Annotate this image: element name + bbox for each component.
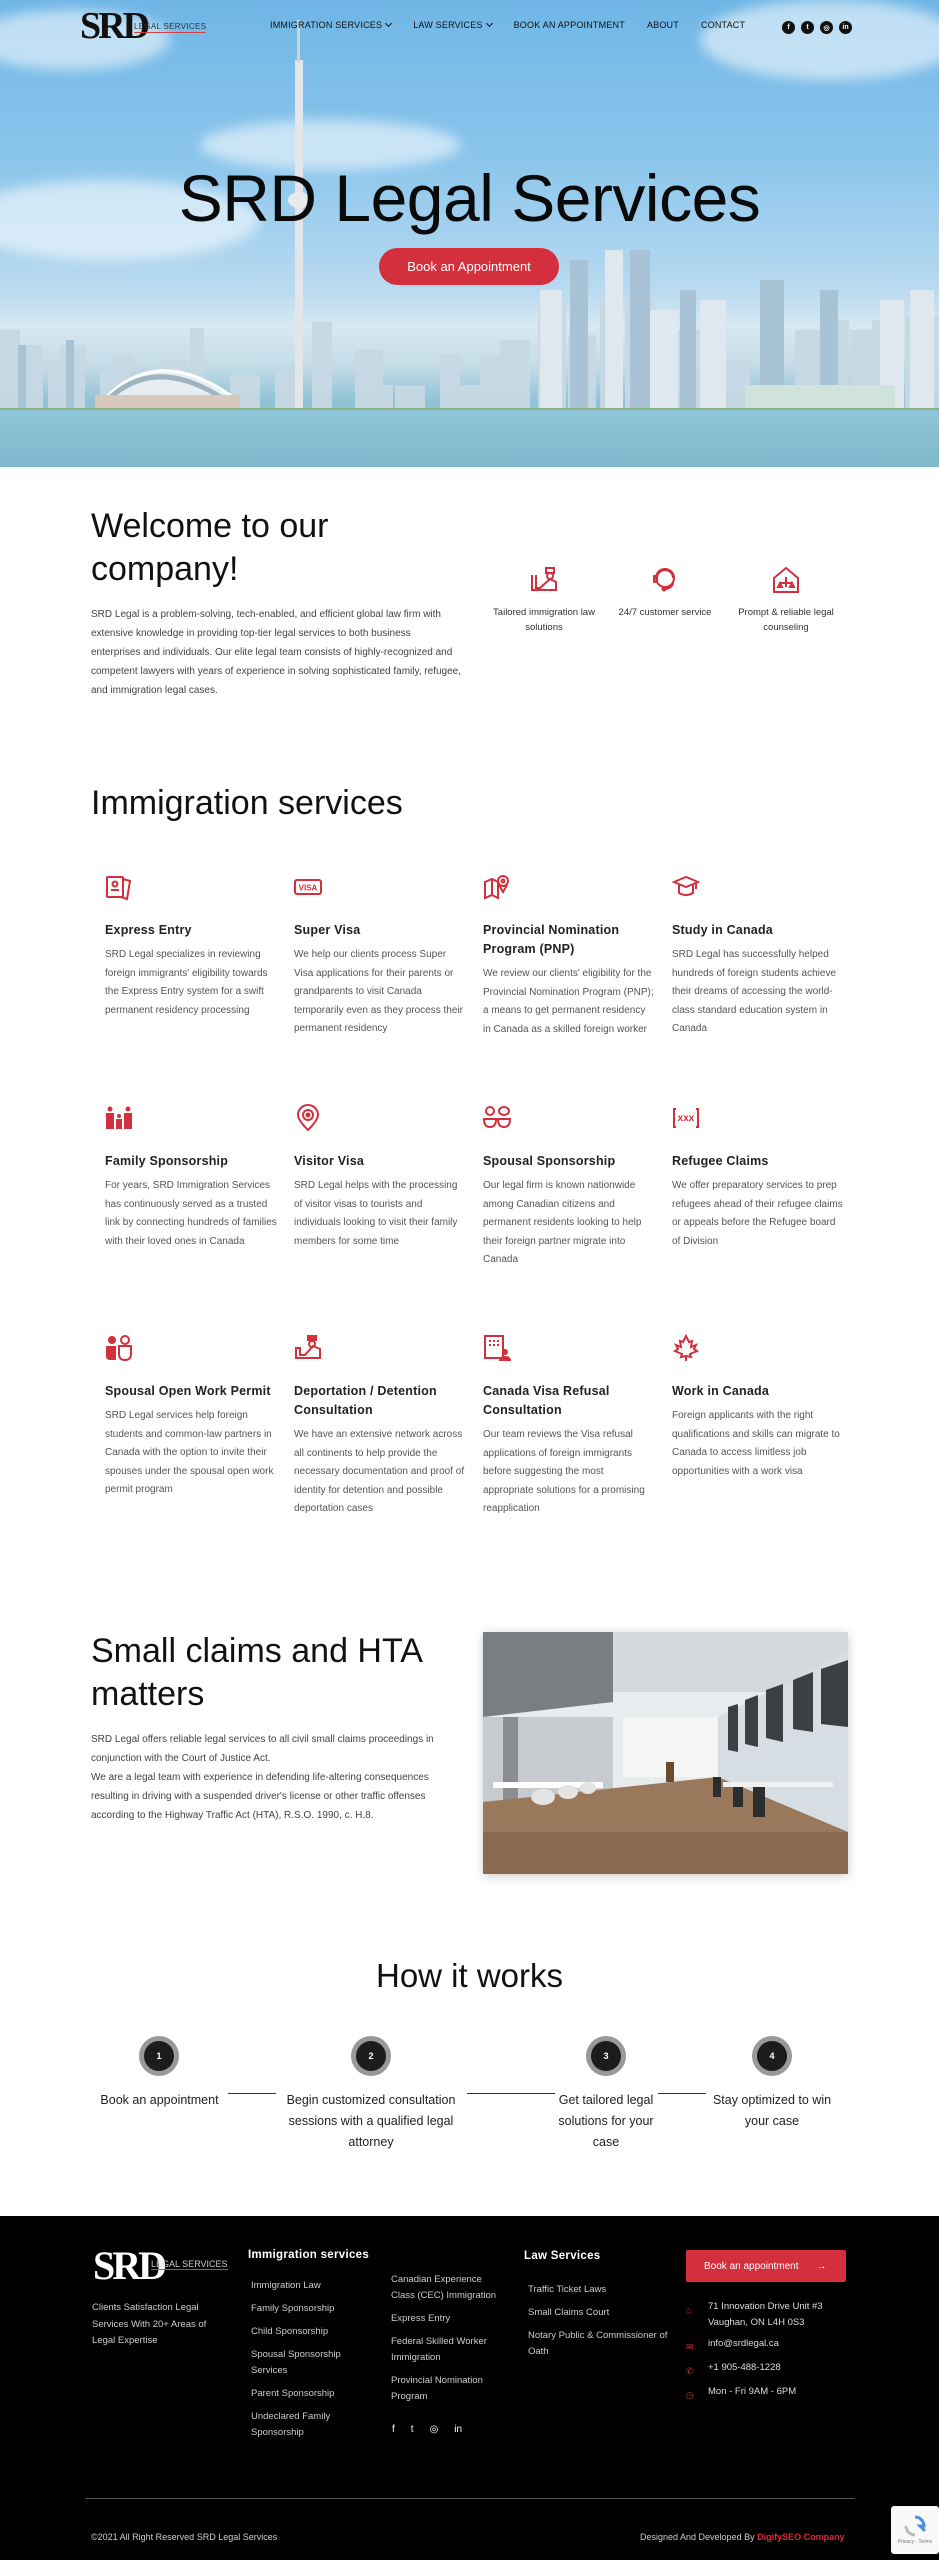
footer-link[interactable]: Parent Sponsorship <box>251 2388 335 2399</box>
copyright-text: ©2021 All Right Reserved SRD Legal Services <box>91 2532 278 2542</box>
service-description: SRD Legal has successfully helped hundreds of foreign students achieve their dreams of accessing the world-class standard education system in Canada <box>672 949 836 1034</box>
nav-item-book-appointment[interactable]: BOOK AN APPOINTMENT <box>513 20 625 30</box>
service-card-deportation-consultation[interactable] <box>294 1334 466 1519</box>
phone-link[interactable]: +1 905-488-1228 <box>708 2362 781 2373</box>
service-card-refugee-claims[interactable] <box>672 1104 844 1251</box>
instagram-icon[interactable]: ◎ <box>820 21 833 34</box>
welcome-body: SRD Legal is a problem-solving, tech-enabled, and efficient global law firm with extensive knowledge in providing top-tier legal services to both business enterprises and individuals. Our elite legal team consists of highly-recognized and competent lawyers with years of experience in solving sophisticated family, refugee, and immigration legal cases. <box>91 609 461 696</box>
phone-icon: ✆ <box>686 2366 694 2376</box>
headset-agent-icon <box>650 565 680 595</box>
graduation-cap-icon <box>672 873 700 901</box>
facebook-icon[interactable]: f <box>392 2424 395 2435</box>
address-line: Vaughan, ON L4H 0S3 <box>708 2317 805 2328</box>
service-description: Our legal firm is known nationwide among Canadian citizens and permanent residents looking to help their foreign partner migrate into Canada <box>483 1180 642 1265</box>
footer-immigration-links-col1 <box>251 2278 361 2441</box>
chevron-down-icon <box>385 20 392 27</box>
hero-section <box>0 0 939 467</box>
top-navigation <box>0 0 939 54</box>
welcome-title: Welcome to our company! <box>91 507 329 588</box>
developer-link[interactable]: DigifySEO Company <box>757 2532 845 2542</box>
service-title: Deportation / Detention Consultation <box>294 1384 437 1417</box>
step-label: Begin customized consultation sessions with a qualified legal attorney <box>286 2093 456 2149</box>
hero-title: SRD Legal Services <box>178 161 761 235</box>
step-label: Get tailored legal solutions for your case <box>558 2093 654 2149</box>
step-number-badge <box>139 2036 179 2076</box>
service-title: Refugee Claims <box>672 1154 769 1168</box>
feature-label: 24/7 customer service <box>618 607 712 618</box>
service-card-pnp[interactable] <box>483 873 655 1039</box>
facebook-icon[interactable]: f <box>782 21 795 34</box>
nav-menu <box>270 20 745 30</box>
instagram-icon[interactable]: ◎ <box>429 2424 439 2435</box>
clock-icon: ◷ <box>686 2390 694 2400</box>
step-number-badge <box>752 2036 792 2076</box>
step-number: 3 <box>591 2041 621 2071</box>
email-row <box>686 2336 823 2355</box>
footer-contact-info <box>686 2299 823 2403</box>
step-connector <box>228 2093 276 2094</box>
service-card-study-canada[interactable] <box>672 873 844 1039</box>
footer-link[interactable]: Express Entry <box>391 2313 451 2324</box>
twitter-icon[interactable]: t <box>801 21 814 34</box>
step-connector <box>467 2093 555 2094</box>
email-link[interactable]: info@srdlegal.ca <box>708 2338 779 2349</box>
twitter-icon[interactable]: t <box>410 2424 414 2435</box>
credit-prefix: Designed And Developed By <box>640 2532 758 2542</box>
footer-link[interactable]: Immigration Law <box>251 2280 321 2291</box>
service-title: Super Visa <box>294 923 361 937</box>
footer-link[interactable]: Traffic Ticket Laws <box>528 2284 607 2295</box>
service-title: Family Sponsorship <box>105 1154 229 1168</box>
service-title: Work in Canada <box>672 1384 770 1398</box>
visa-card-icon <box>294 873 322 901</box>
footer-link[interactable]: Small Claims Court <box>528 2307 610 2318</box>
service-description: We offer preparatory services to prep refugees ahead of their refugee claims or appeals before the Refugee board of Division <box>672 1180 843 1247</box>
book-appointment-button[interactable]: Book an Appointment <box>379 248 559 285</box>
office-interior-image <box>483 1632 848 1874</box>
step-number-badge <box>351 2036 391 2076</box>
footer-link[interactable]: Spousal Sponsorship Services <box>251 2349 341 2376</box>
service-title: Express Entry <box>105 923 192 937</box>
address-line: 71 Innovation Drive Unit #3 <box>708 2301 823 2312</box>
phone-row <box>686 2360 823 2379</box>
feature-label: Prompt & reliable legal counseling <box>738 607 834 633</box>
footer-link[interactable]: Provincial Nomination Program <box>391 2375 483 2402</box>
service-title: Spousal Sponsorship <box>483 1154 616 1168</box>
logo-tagline: LEGAL SERVICES <box>151 2259 228 2269</box>
recaptcha-badge[interactable] <box>891 2506 939 2554</box>
arrow-right-icon: → <box>816 2260 827 2272</box>
footer-law-links <box>528 2282 668 2360</box>
service-title: Study in Canada <box>672 923 773 937</box>
building-person-icon <box>483 1334 511 1362</box>
recaptcha-label: Privacy - Terms <box>897 2539 933 2545</box>
service-title: Provincial Nomination Program (PNP) <box>483 923 620 956</box>
service-card-work-canada[interactable] <box>672 1334 844 1481</box>
step-connector <box>658 2093 706 2094</box>
footer-logo[interactable] <box>93 2243 233 2288</box>
service-description: Our team reviews the Visa refusal applications of foreign immigrants before suggesting the most appropriate solutions for a promising reapplication <box>483 1429 645 1514</box>
step-item <box>280 2090 462 2153</box>
service-description: Foreign applicants with the right qualifications and skills can migrate to Canada to access limitless job opportunities with a work visa <box>672 1410 840 1477</box>
footer-link[interactable]: Federal Skilled Worker Immigration <box>391 2336 487 2363</box>
footer-book-appointment-button[interactable] <box>686 2250 846 2282</box>
service-card-express-entry[interactable] <box>105 873 277 1020</box>
small-claims-body-1: SRD Legal offers reliable legal services to all civil small claims proceedings in conjunction with the Court of Justice Act. <box>91 1734 434 1764</box>
step-label: Book an appointment <box>100 2093 219 2107</box>
footer-divider <box>85 2498 855 2499</box>
step-label: Stay optimized to win your case <box>712 2093 832 2128</box>
footer-link[interactable]: Canadian Experience Class (CEC) Immigration <box>391 2274 497 2301</box>
step-item <box>555 2090 657 2153</box>
small-claims-body-2: We are a legal team with experience in defending life-altering consequences resulting in driving with a suspended driver's license or other traffic offenses according to the Highway Traffic Act (HTA), R.S.O. 1990, c. H.8. <box>91 1772 429 1821</box>
chevron-down-icon <box>486 20 493 27</box>
service-description: We help our clients process Super Visa applications for their parents or grandparents to visit Canada temporarily even as they process their permanent residency <box>294 949 463 1034</box>
spouse-shield-icon <box>105 1334 133 1362</box>
service-card-spousal-sponsorship[interactable] <box>483 1104 655 1270</box>
service-card-family-sponsorship[interactable] <box>105 1104 277 1251</box>
footer-immigration-links-col2 <box>391 2272 501 2405</box>
service-card-visitor-visa[interactable] <box>294 1104 466 1251</box>
svg-text:VISA: VISA <box>298 883 318 893</box>
recaptcha-icon <box>904 2515 926 2537</box>
service-description: SRD Legal specializes in reviewing foreign immigrants' eligibility towards the Express Entry system for a swift permanent residency processing <box>105 949 268 1016</box>
mail-icon: ✉ <box>686 2342 694 2352</box>
footer-link[interactable]: Undeclared Family Sponsorship <box>251 2411 331 2438</box>
how-it-works-title: How it works <box>375 1957 564 1994</box>
footer-link[interactable]: Notary Public & Commissioner of Oath <box>528 2330 668 2357</box>
business-hours: Mon - Fri 9AM - 6PM <box>708 2386 797 2397</box>
svg-text:xxx: xxx <box>677 1113 695 1124</box>
service-description: SRD Legal services help foreign students and common-law partners in Canada with the option to invite their spouses under the spousal open work permit program <box>105 1410 274 1495</box>
nav-item-law-services[interactable] <box>413 20 491 30</box>
linkedin-icon[interactable]: in <box>839 21 852 34</box>
couple-icon <box>483 1104 511 1132</box>
service-title: Spousal Open Work Permit <box>105 1384 271 1398</box>
footer-law-heading: Law Services <box>524 2250 601 2262</box>
logo-tagline: LEGAL SERVICES <box>134 22 207 31</box>
footer-social-links <box>392 2424 462 2435</box>
linkedin-icon[interactable]: in <box>454 2424 463 2435</box>
service-description: For years, SRD Immigration Services has continuously served as a trusted link by connecting hundreds of families with their loved ones in Canada <box>105 1180 277 1247</box>
feature-legal-counseling <box>731 565 841 635</box>
footer-tagline: Clients Satisfaction Legal Services With 20+ Areas of Legal Expertise <box>92 2302 207 2346</box>
nav-item-contact[interactable]: CONTACT <box>700 20 746 30</box>
nav-item-immigration-services[interactable] <box>270 20 391 30</box>
step-number: 4 <box>757 2041 787 2071</box>
location-pin-icon <box>294 1104 322 1132</box>
footer-link[interactable]: Child Sponsorship <box>251 2326 329 2337</box>
logo-monogram: SRD <box>80 5 148 47</box>
step-item <box>706 2090 838 2132</box>
officer-desk-icon <box>294 1334 322 1362</box>
nav-item-about[interactable]: ABOUT <box>646 20 679 30</box>
scales-house-icon <box>771 565 801 595</box>
footer-immigration-heading: Immigration services <box>248 2249 370 2261</box>
service-card-super-visa[interactable] <box>294 873 466 1039</box>
family-icon <box>105 1104 133 1132</box>
footer-link[interactable]: Family Sponsorship <box>251 2303 335 2314</box>
social-links <box>782 21 852 34</box>
maple-leaf-icon <box>672 1334 700 1362</box>
address-row <box>686 2299 823 2331</box>
brand-logo[interactable] <box>80 5 207 47</box>
logo-monogram: SRD <box>93 2243 165 2288</box>
nav-label: IMMIGRATION SERVICES <box>270 20 383 30</box>
passport-icon <box>105 873 133 901</box>
step-number: 2 <box>356 2041 386 2071</box>
service-title: Canada Visa Refusal Consultation <box>483 1384 610 1417</box>
home-icon: ⌂ <box>686 2305 692 2315</box>
button-label: Book an appointment <box>704 2260 799 2272</box>
map-pin-icon <box>483 873 511 901</box>
service-title: Visitor Visa <box>294 1154 365 1168</box>
feature-label: Tailored immigration law solutions <box>493 607 595 633</box>
service-card-visa-refusal[interactable] <box>483 1334 655 1519</box>
redacted-brackets-icon <box>672 1104 700 1132</box>
service-card-spousal-open-work-permit[interactable] <box>105 1334 277 1500</box>
immigration-services-title: Immigration services <box>91 784 403 822</box>
officer-icon <box>529 565 559 595</box>
site-footer <box>0 2216 939 2560</box>
lake-water <box>0 410 939 467</box>
nav-label: LAW SERVICES <box>413 20 483 30</box>
developer-credit <box>640 2532 845 2542</box>
step-number-badge <box>586 2036 626 2076</box>
step-number: 1 <box>144 2041 174 2071</box>
step-item <box>92 2090 227 2111</box>
feature-customer-service <box>610 565 720 620</box>
hours-row <box>686 2384 823 2403</box>
service-description: We have an extensive network across all continents to help provide the necessary documentation and proof of identity for detention and possible deportation cases <box>294 1429 465 1514</box>
feature-tailored-solutions <box>489 565 599 635</box>
service-description: SRD Legal helps with the processing of visitor visas to tourists and individuals looking to visit their family members for some time <box>294 1180 458 1247</box>
small-claims-title: Small claims and HTA matters <box>91 1632 422 1713</box>
service-description: We review our clients' eligibility for the Provincial Nomination Program (PNP); a means to get permanent residency in Canada as a skilled foreign worker <box>483 968 654 1035</box>
